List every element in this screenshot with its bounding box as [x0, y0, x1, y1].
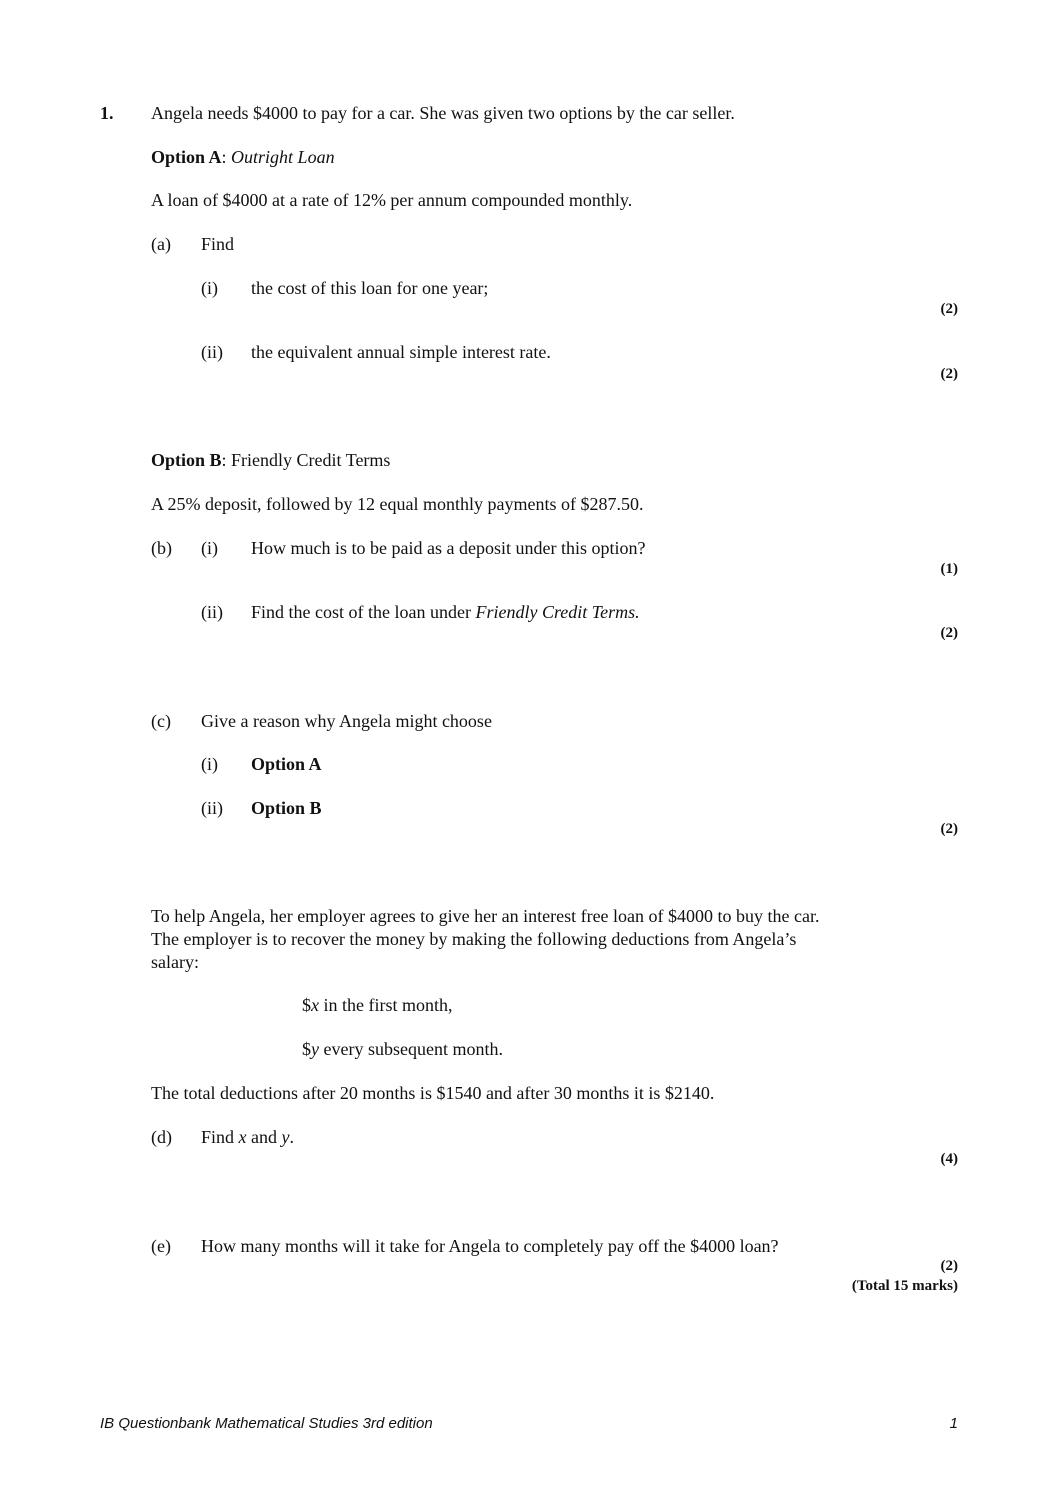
- option-a-description: A loan of $4000 at a rate of 12% per annum compounded monthly.: [151, 190, 633, 210]
- part-a-i-label: (i): [201, 278, 218, 298]
- part-c-i-label: (i): [201, 754, 218, 774]
- footer-title: IB Questionbank Mathematical Studies 3rd edition: [100, 1415, 433, 1432]
- part-b-ii-text: Find the cost of the loan under Friendly Credit Terms.: [251, 602, 640, 622]
- part-a-ii-marks: (2): [940, 366, 958, 382]
- option-a-heading: Option A: Outright Loan: [151, 147, 335, 167]
- option-b-description: A 25% deposit, followed by 12 equal monthly payments of $287.50.: [151, 494, 644, 514]
- part-c-ii-label: (ii): [201, 798, 223, 818]
- question-intro: Angela needs $4000 to pay for a car. She was given two options by the car seller.: [151, 103, 735, 123]
- part-c-label: (c): [151, 711, 171, 731]
- part-b-label: (b): [151, 538, 172, 558]
- deduction-first-month: $x in the first month,: [302, 995, 453, 1015]
- part-c-ii-text: Option B: [251, 798, 322, 818]
- part-a-text: Find: [201, 234, 235, 254]
- question-number: 1.: [100, 103, 114, 123]
- page-number: 1: [949, 1415, 958, 1432]
- part-a-i-marks: (2): [940, 301, 958, 317]
- part-b-i-text: How much is to be paid as a deposit under this option?: [251, 538, 646, 558]
- part-a-ii-label: (ii): [201, 342, 223, 362]
- option-b-heading: Option B: Friendly Credit Terms: [151, 450, 391, 470]
- part-e-label: (e): [151, 1236, 171, 1256]
- employer-line-3: salary:: [151, 952, 199, 972]
- employer-line-2: The employer is to recover the money by making the following deductions from Angela’s: [151, 929, 797, 949]
- part-b-ii-label: (ii): [201, 602, 223, 622]
- part-b-ii-marks: (2): [940, 625, 958, 641]
- part-b-i-marks: (1): [940, 561, 958, 577]
- part-d-label: (d): [151, 1127, 172, 1147]
- part-d-marks: (4): [940, 1151, 958, 1167]
- deduction-subsequent: $y every subsequent month.: [302, 1039, 503, 1059]
- part-d-text: Find x and y.: [201, 1127, 295, 1147]
- part-c-text: Give a reason why Angela might choose: [201, 711, 492, 731]
- total-marks: (Total 15 marks): [851, 1278, 958, 1294]
- part-e-marks: (2): [940, 1258, 958, 1274]
- part-a-ii-text: the equivalent annual simple interest rate.: [251, 342, 551, 362]
- part-c-marks: (2): [940, 821, 958, 837]
- total-deductions-text: The total deductions after 20 months is $1540 and after 30 months it is $2140.: [151, 1083, 715, 1103]
- part-b-i-label: (i): [201, 538, 218, 558]
- part-e-text: How many months will it take for Angela to completely pay off the $4000 loan?: [201, 1236, 779, 1256]
- part-a-i-text: the cost of this loan for one year;: [251, 278, 489, 298]
- employer-line-1: To help Angela, her employer agrees to give her an interest free loan of $4000 to buy the car.: [151, 906, 820, 926]
- part-a-label: (a): [151, 234, 171, 254]
- part-c-i-text: Option A: [251, 754, 322, 774]
